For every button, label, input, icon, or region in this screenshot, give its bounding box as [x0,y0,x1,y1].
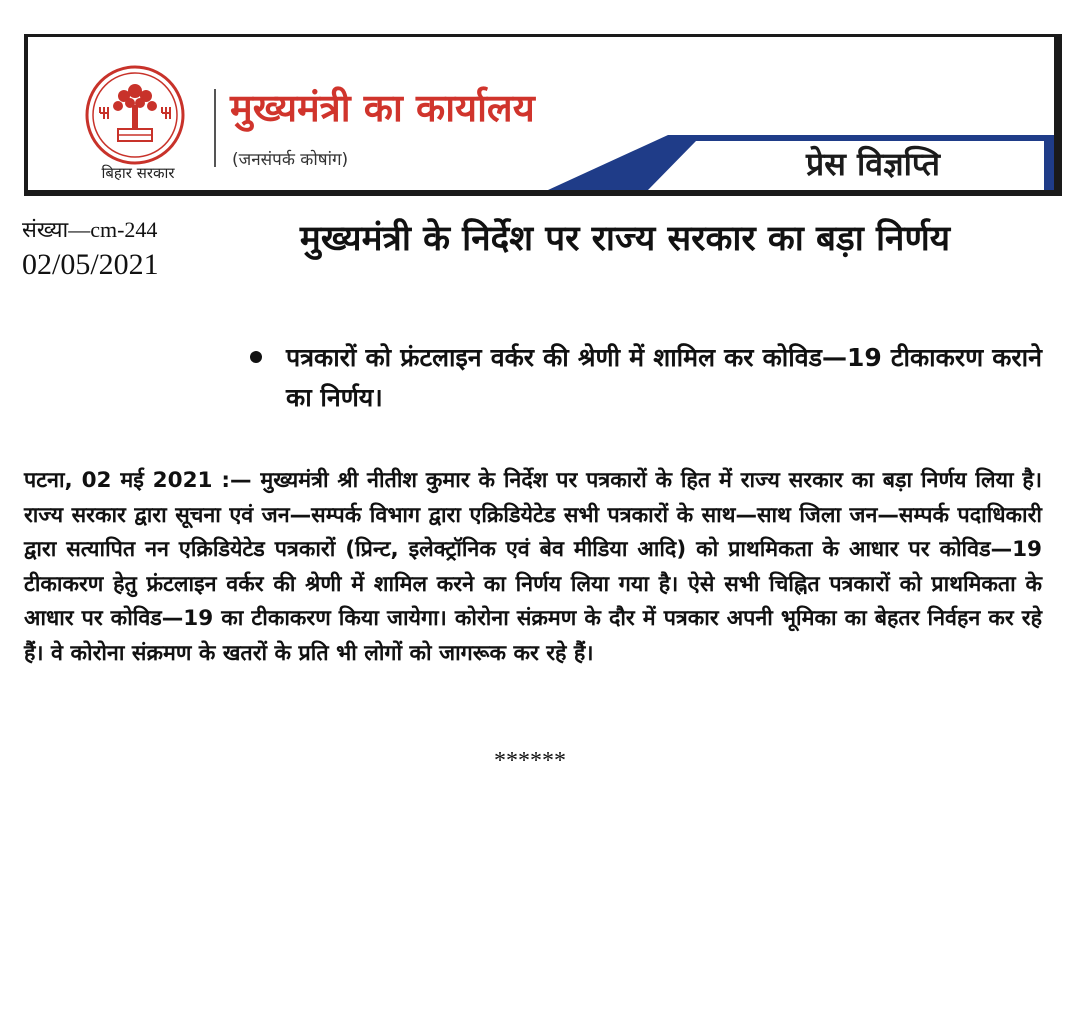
end-mark: ****** [494,748,566,774]
office-title: मुख्यमंत्री का कार्यालय [230,86,535,130]
bullet-icon [250,351,262,363]
reference-number: संख्या—cm-244 [22,217,158,242]
office-subtitle: (जनसंपर्क कोषांग) [232,150,349,170]
header-divider [214,89,216,167]
bihar-government-emblem-icon [80,63,190,173]
letterhead-banner [24,34,1062,196]
bullet-item [250,338,1042,418]
letterhead-inner [28,37,1054,190]
reference-date: 02/05/2021 [22,248,159,281]
press-headline: मुख्यमंत्री के निर्देश पर राज्य सरकार का बड़ा निर्णय [299,219,951,259]
press-release-label: प्रेस विज्ञप्ति [806,145,940,183]
body-paragraph: पटना, 02 मई 2021 :— मुख्यमंत्री श्री नीतीश कुमार के निर्देश पर पत्रकारों के हित में राज्य सरकार का बड़ा निर्णय लिया है। राज्य सरकार द्वारा सूचना एवं जन—सम्पर्क विभाग द्वारा एक्रिडियेटेड सभी पत्रकारों के साथ—साथ जिला जन—सम्पर्क पदाधिकारी द्वारा सत्यापित नन एक्रिडियेटेड पत्रकारों (प्रिन्ट, इलेक्ट्रॉनिक एवं बेव मीडिया आदि) को प्राथमिकता के आधार पर कोविड—19 टीकाकरण हेतु फ्रंटलाइन वर्कर की श्रेणी में शामिल करने का निर्णय लिया गया है। ऐसे सभी चिह्नित पत्रकारों को प्राथमिकता के आधार पर कोविड—19 का टीकाकरण किया जायेगा। कोरोना संक्रमण के दौर में पत्रकार अपनी भूमिका का बेहतर निर्वहन कर रहे हैं। वे कोरोना संक्रमण के खतरों के प्रति भी लोगों को जागरूक कर रहे हैं। [24,468,1042,666]
bullet-text: पत्रकारों को फ्रंटलाइन वर्कर की श्रेणी में शामिल कर कोविड—19 टीकाकरण कराने का निर्णय। [286,343,1042,412]
emblem-caption: बिहार सरकार [101,164,175,182]
